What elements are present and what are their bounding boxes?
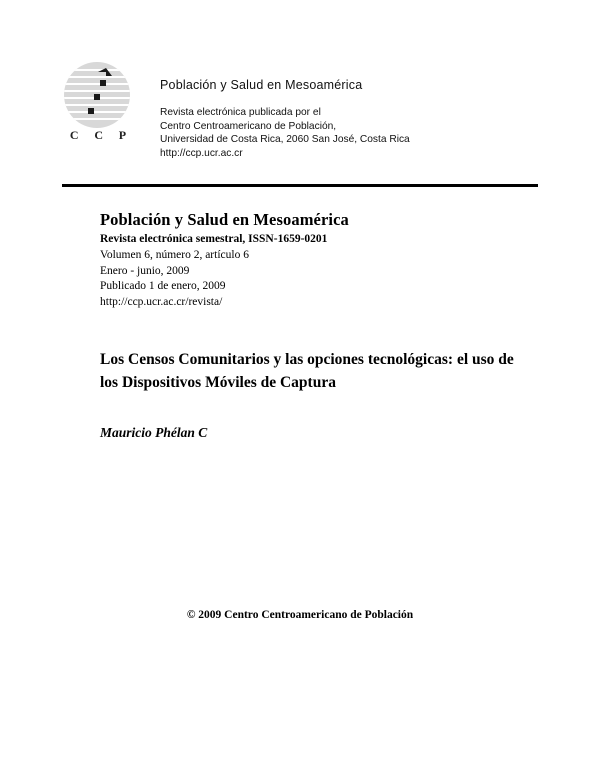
ccp-letters bbox=[62, 128, 134, 143]
copyright-notice: © 2009 Centro Centroamericano de Población bbox=[186, 609, 414, 621]
ccp-logo bbox=[62, 62, 134, 154]
journal-subtitle: Revista electrónica semestral, ISSN-1659-0201 bbox=[100, 233, 328, 245]
masthead-title: Población y Salud en Mesoamérica bbox=[160, 78, 363, 92]
journal-published-date: Publicado 1 de enero, 2009 bbox=[100, 280, 226, 292]
masthead-line-1: Revista electrónica publicada por el bbox=[160, 107, 321, 118]
horizontal-rule bbox=[62, 184, 538, 187]
journal-info bbox=[100, 210, 520, 310]
journal-url[interactable]: http://ccp.ucr.ac.cr/revista/ bbox=[100, 295, 223, 308]
masthead bbox=[62, 62, 538, 160]
journal-volume: Volumen 6, número 2, artículo 6 bbox=[100, 249, 249, 261]
journal-title: Población y Salud en Mesoamérica bbox=[100, 210, 349, 229]
logo-circle-icon bbox=[64, 62, 130, 128]
article-title: Los Censos Comunitarios y las opciones tecnológicas: el uso de los Dispositivos Móviles de Captura bbox=[100, 351, 514, 391]
upward-arrow-icon bbox=[84, 68, 114, 124]
article-author: Mauricio Phélan C bbox=[100, 425, 208, 440]
masthead-text bbox=[160, 62, 410, 160]
masthead-publisher-info bbox=[160, 106, 410, 160]
logo-letter-c2: C bbox=[94, 128, 103, 142]
logo-letter-p: P bbox=[118, 128, 127, 142]
journal-period: Enero - junio, 2009 bbox=[100, 264, 190, 277]
masthead-line-2: Centro Centroamericano de Población, bbox=[160, 120, 337, 132]
logo-letter-c1: C bbox=[69, 128, 79, 142]
masthead-url[interactable]: http://ccp.ucr.ac.cr bbox=[160, 147, 243, 159]
masthead-line-3: Universidad de Costa Rica, 2060 San José, Costa Rica bbox=[160, 134, 410, 146]
